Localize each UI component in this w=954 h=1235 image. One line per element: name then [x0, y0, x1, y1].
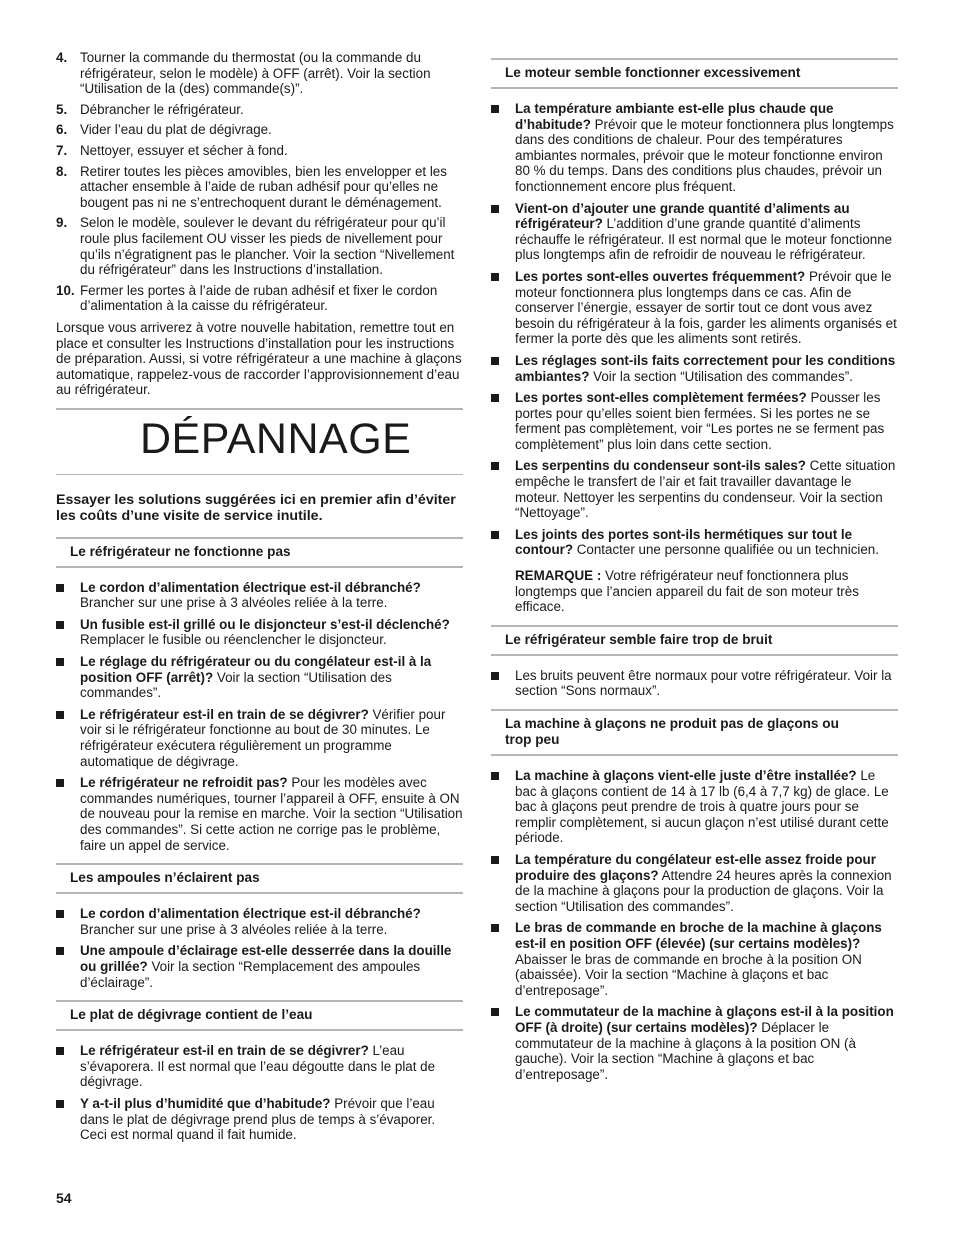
list-item — [56, 943, 463, 990]
section-not-running — [56, 537, 463, 854]
answer: Brancher sur une prise à 3 alvéoles reliée à la terre. — [80, 595, 388, 611]
bullet-icon — [56, 1047, 64, 1055]
step-number: 4. — [56, 50, 68, 65]
list-item — [56, 707, 463, 769]
step-text: Nettoyer, essuyer et sécher à fond. — [80, 142, 288, 158]
bullet-icon — [491, 924, 499, 932]
answer: Voir la section “Remplacement des ampoules d’éclairage”. — [80, 958, 421, 990]
step-text: Débrancher le réfrigérateur. — [80, 101, 244, 117]
list-item — [491, 527, 898, 558]
list-item — [56, 143, 463, 159]
question: Le réfrigérateur est-il en train de se dégivrer? — [80, 706, 369, 722]
section-title: Les ampoules n’éclairent pas — [56, 865, 463, 894]
bullet-icon — [56, 584, 64, 592]
list-item — [491, 1004, 898, 1082]
bullet-icon — [56, 621, 64, 629]
bullet-icon — [491, 105, 499, 113]
question: Le commutateur de la machine à glaçons est-il à la position OFF (à droite) (sur certains modèles)? — [515, 1004, 894, 1035]
list-item — [56, 164, 463, 211]
moving-steps-list — [56, 50, 463, 314]
answer: L’addition d’une grande quantité d’aliments réchauffe le réfrigérateur. Il est normal que le moteur fonctionne plus longtemps afin de refroidir de nouveau le réfrigérateur. — [515, 216, 893, 263]
bullet-icon — [491, 772, 499, 780]
question: Le cordon d’alimentation électrique est-il débranché? — [80, 906, 421, 922]
bullet-icon — [56, 711, 64, 719]
step-text: Vider l’eau du plat de dégivrage. — [80, 122, 272, 138]
answer: Prévoir que l’eau dans le plat de dégivrage prend plus de temps à s’évaporer. Ceci est normal quand il fait humide. — [80, 1095, 436, 1143]
bullet-icon — [491, 273, 499, 281]
bullet-icon — [56, 1100, 64, 1108]
section-title: Le réfrigérateur semble faire trop de bruit — [491, 627, 898, 656]
list-item — [56, 1096, 463, 1143]
section-noise — [491, 625, 898, 699]
list-item — [491, 458, 898, 520]
question: Le réfrigérateur ne refroidit pas? — [80, 775, 288, 791]
intro-text: Essayer les solutions suggérées ici en premier afin d’éviter les coûts d’une visite de service inutile. — [56, 491, 456, 525]
bullet-icon — [491, 205, 499, 213]
section-defrost-water — [56, 1000, 463, 1143]
section-title: Le plat de dégivrage contient de l’eau — [56, 1002, 463, 1031]
answer: Contacter une personne qualifiée ou un technicien. — [573, 542, 879, 558]
question: Le réglage du réfrigérateur ou du congélateur est-il à la position OFF (arrêt)? — [80, 654, 432, 685]
section-title: La machine à glaçons ne produit pas de glaçons ou trop peu — [491, 711, 898, 756]
answer: Le bac à glaçons contient de 14 à 17 lb (6,4 à 7,7 kg) de glace. Le bac à glaçons peut prendre de trois à quatre jours pour se remplir complètement, si aucun glaçon n’est utilisé durant cette période. — [515, 768, 889, 846]
list-item — [491, 390, 898, 452]
page-title: DÉPANNAGE — [56, 410, 463, 475]
note-text: Votre réfrigérateur neuf fonctionnera plus longtemps que l’ancien appareil du fait de son moteur très efficace. — [515, 568, 859, 615]
section-ice-maker — [491, 709, 898, 1082]
step-number: 8. — [56, 163, 68, 179]
question: Les portes sont-elles complètement fermées? — [515, 390, 807, 406]
list-item — [491, 920, 898, 998]
question: La température du congélateur est-elle assez froide pour produire des glaçons? — [515, 851, 876, 883]
question: La machine à glaçons vient-elle juste d’être installée? — [515, 768, 857, 783]
step-number: 6. — [56, 122, 68, 138]
answer: Vérifier pour voir si le réfrigérateur fonctionne au bout de 30 minutes. Le réfrigérateur exécutera régulièrement un programme automatique de dégivrage. — [80, 706, 446, 769]
list-item — [56, 654, 463, 701]
list-item — [56, 283, 463, 314]
step-number: 5. — [56, 101, 68, 117]
list-item — [491, 768, 898, 846]
answer: Cette situation empêche le transfert de l’air et fait travailler davantage le moteur. Nettoyer les serpentins du condenseur. Voir la section “Nettoyage”. — [515, 458, 896, 521]
step-text: Retirer toutes les pièces amovibles, bien les envelopper et les attacher ensemble à l’aide de ruban adhésif pour qu’elles ne bougent pas ni ne s’entrechoquent durant le déménagement. — [80, 163, 447, 210]
step-text: Selon le modèle, soulever le devant du réfrigérateur pour qu’il roule plus facilement OU visser les pieds de nivellement pour qu’ils n’égratignent pas le plancher. Voir la section “Nivellement du réfrigérateur” dans les Instructions d’installation. — [80, 215, 455, 278]
note — [491, 568, 898, 615]
list-item — [56, 906, 463, 937]
list-item — [56, 102, 463, 118]
answer: Remplacer le fusible ou réenclencher le disjoncteur. — [80, 632, 387, 648]
step-text: Tourner la commande du thermostat (ou la commande du réfrigérateur, selon le modèle) à OFF (arrêt). Voir la section “Utilisation de la (des) commande(s)”. — [80, 50, 431, 97]
bullet-icon — [491, 672, 499, 680]
answer: Prévoir que le moteur fonctionnera plus longtemps dans ce cas. Afin de conserver l’énergie, essayer de sortir tout ce dont vous avez besoin du réfrigérateur à la fois, garder les aliments organisés et fermer la porte dès que les aliments sont retirés. — [515, 268, 897, 347]
answer: Les bruits peuvent être normaux pour votre réfrigérateur. Voir la section “Sons normaux”. — [515, 667, 892, 699]
answer: Déplacer le commutateur de la machine à glaçons à la position ON (à gauche). Voir la section “Machine à glaçons et bac d’entreposage”. — [515, 1019, 856, 1082]
bullet-icon — [56, 947, 64, 955]
answer: Prévoir que le moteur fonctionnera plus longtemps dans des conditions de chaleur. Pour des températures ambiantes normales, prévoir que le moteur fonctionne environ 80 % du temps. Dans des conditions plus chaudes, prévoir un fonctionnement encore plus fréquent. — [515, 116, 894, 194]
question: Y a-t-il plus d’humidité que d’habitude? — [80, 1095, 331, 1111]
section-title: Le réfrigérateur ne fonctionne pas — [56, 539, 463, 568]
question: Un fusible est-il grillé ou le disjoncteur s’est-il déclenché? — [80, 616, 450, 632]
answer: Attendre 24 heures après la connexion de la machine à glaçons pour la production de glaçons. Voir la section “Utilisation des commandes”. — [515, 867, 892, 914]
answer: Pousser les portes pour qu’elles soient bien fermées. Si les portes ne se ferment pas complètement, voir “Les portes ne se ferment pas complètement” plus loin dans cette section. — [515, 390, 885, 452]
list-item — [56, 215, 463, 277]
list-item — [56, 775, 463, 853]
list-item — [56, 617, 463, 648]
answer: L’eau s’évaporera. Il est normal que l’eau dégoutte dans le plat de dégivrage. — [80, 1043, 436, 1090]
answer: Abaisser le bras de commande en broche à la position ON (abaissée). Voir la section “Machine à glaçons et bac d’entreposage”. — [515, 951, 862, 998]
step-text: Fermer les portes à l’aide de ruban adhésif et fixer le cordon d’alimentation à la caisse du réfrigérateur. — [80, 282, 438, 314]
left-column — [56, 50, 463, 1149]
list-item — [491, 353, 898, 384]
list-item — [491, 852, 898, 914]
question: Le cordon d’alimentation électrique est-il débranché? — [80, 579, 421, 595]
question: Une ampoule d’éclairage est-elle desserrée dans la douille ou grillée? — [80, 943, 452, 974]
list-item — [491, 201, 898, 263]
answer: Voir la section “Utilisation des commandes”. — [80, 669, 392, 701]
list-item — [491, 269, 898, 347]
bullet-icon — [56, 779, 64, 787]
question: La température ambiante est-elle plus chaude que d’habitude? — [515, 101, 834, 132]
list-item — [56, 580, 463, 611]
page-number: 54 — [56, 1190, 72, 1206]
question: Les joints des portes sont-ils hermétiques sur tout le contour? — [515, 526, 853, 558]
step-number: 10. — [56, 282, 75, 298]
moving-paragraph: Lorsque vous arriverez à votre nouvelle habitation, remettre tout en place et consulter les Instructions d’installation pour les instructions de préparation. Aussi, si votre réfrigérateur a une machine à glaçons automatique, rappelez-vous de raccorder l’approvisionnement d’eau au réfrigérateur. — [56, 319, 462, 398]
answer: Brancher sur une prise à 3 alvéoles reliée à la terre. — [80, 921, 388, 937]
bullet-icon — [491, 394, 499, 402]
bullet-icon — [491, 357, 499, 365]
list-item — [56, 50, 463, 97]
answer: Voir la section “Utilisation des commandes”. — [589, 368, 853, 384]
list-item — [56, 122, 463, 138]
list-item — [56, 1043, 463, 1090]
question: Le bras de commande en broche de la machine à glaçons est-il en position OFF (élevée) (sur certains modèles)? — [515, 920, 882, 951]
section-motor — [491, 58, 898, 615]
note-label: REMARQUE : — [515, 568, 602, 584]
bullet-icon — [491, 856, 499, 864]
bullet-icon — [491, 1008, 499, 1016]
question: Vient-on d’ajouter une grande quantité d’aliments au réfrigérateur? — [515, 200, 850, 232]
bullet-icon — [491, 531, 499, 539]
question: Les réglages sont-ils faits correctement pour les conditions ambiantes? — [515, 352, 896, 384]
section-title: Le moteur semble fonctionner excessivement — [491, 60, 898, 89]
step-number: 9. — [56, 215, 68, 231]
step-number: 7. — [56, 142, 68, 158]
bullet-icon — [491, 462, 499, 470]
question: Les serpentins du condenseur sont-ils sales? — [515, 458, 806, 474]
right-column — [491, 58, 898, 1088]
answer: Pour les modèles avec commandes numériques, tourner l’appareil à OFF, ensuite à ON de nouveau pour la remise en marche. Voir la section “Utilisation des commandes”. Si cette action ne corrige pas le problème, faire un appel de service. — [80, 775, 463, 853]
list-item — [491, 101, 898, 195]
list-item — [491, 668, 898, 699]
bullet-icon — [56, 910, 64, 918]
bullet-icon — [56, 658, 64, 666]
question: Le réfrigérateur est-il en train de se dégivrer? — [80, 1043, 369, 1059]
section-lights — [56, 863, 463, 990]
question: Les portes sont-elles ouvertes fréquemment? — [515, 268, 806, 284]
